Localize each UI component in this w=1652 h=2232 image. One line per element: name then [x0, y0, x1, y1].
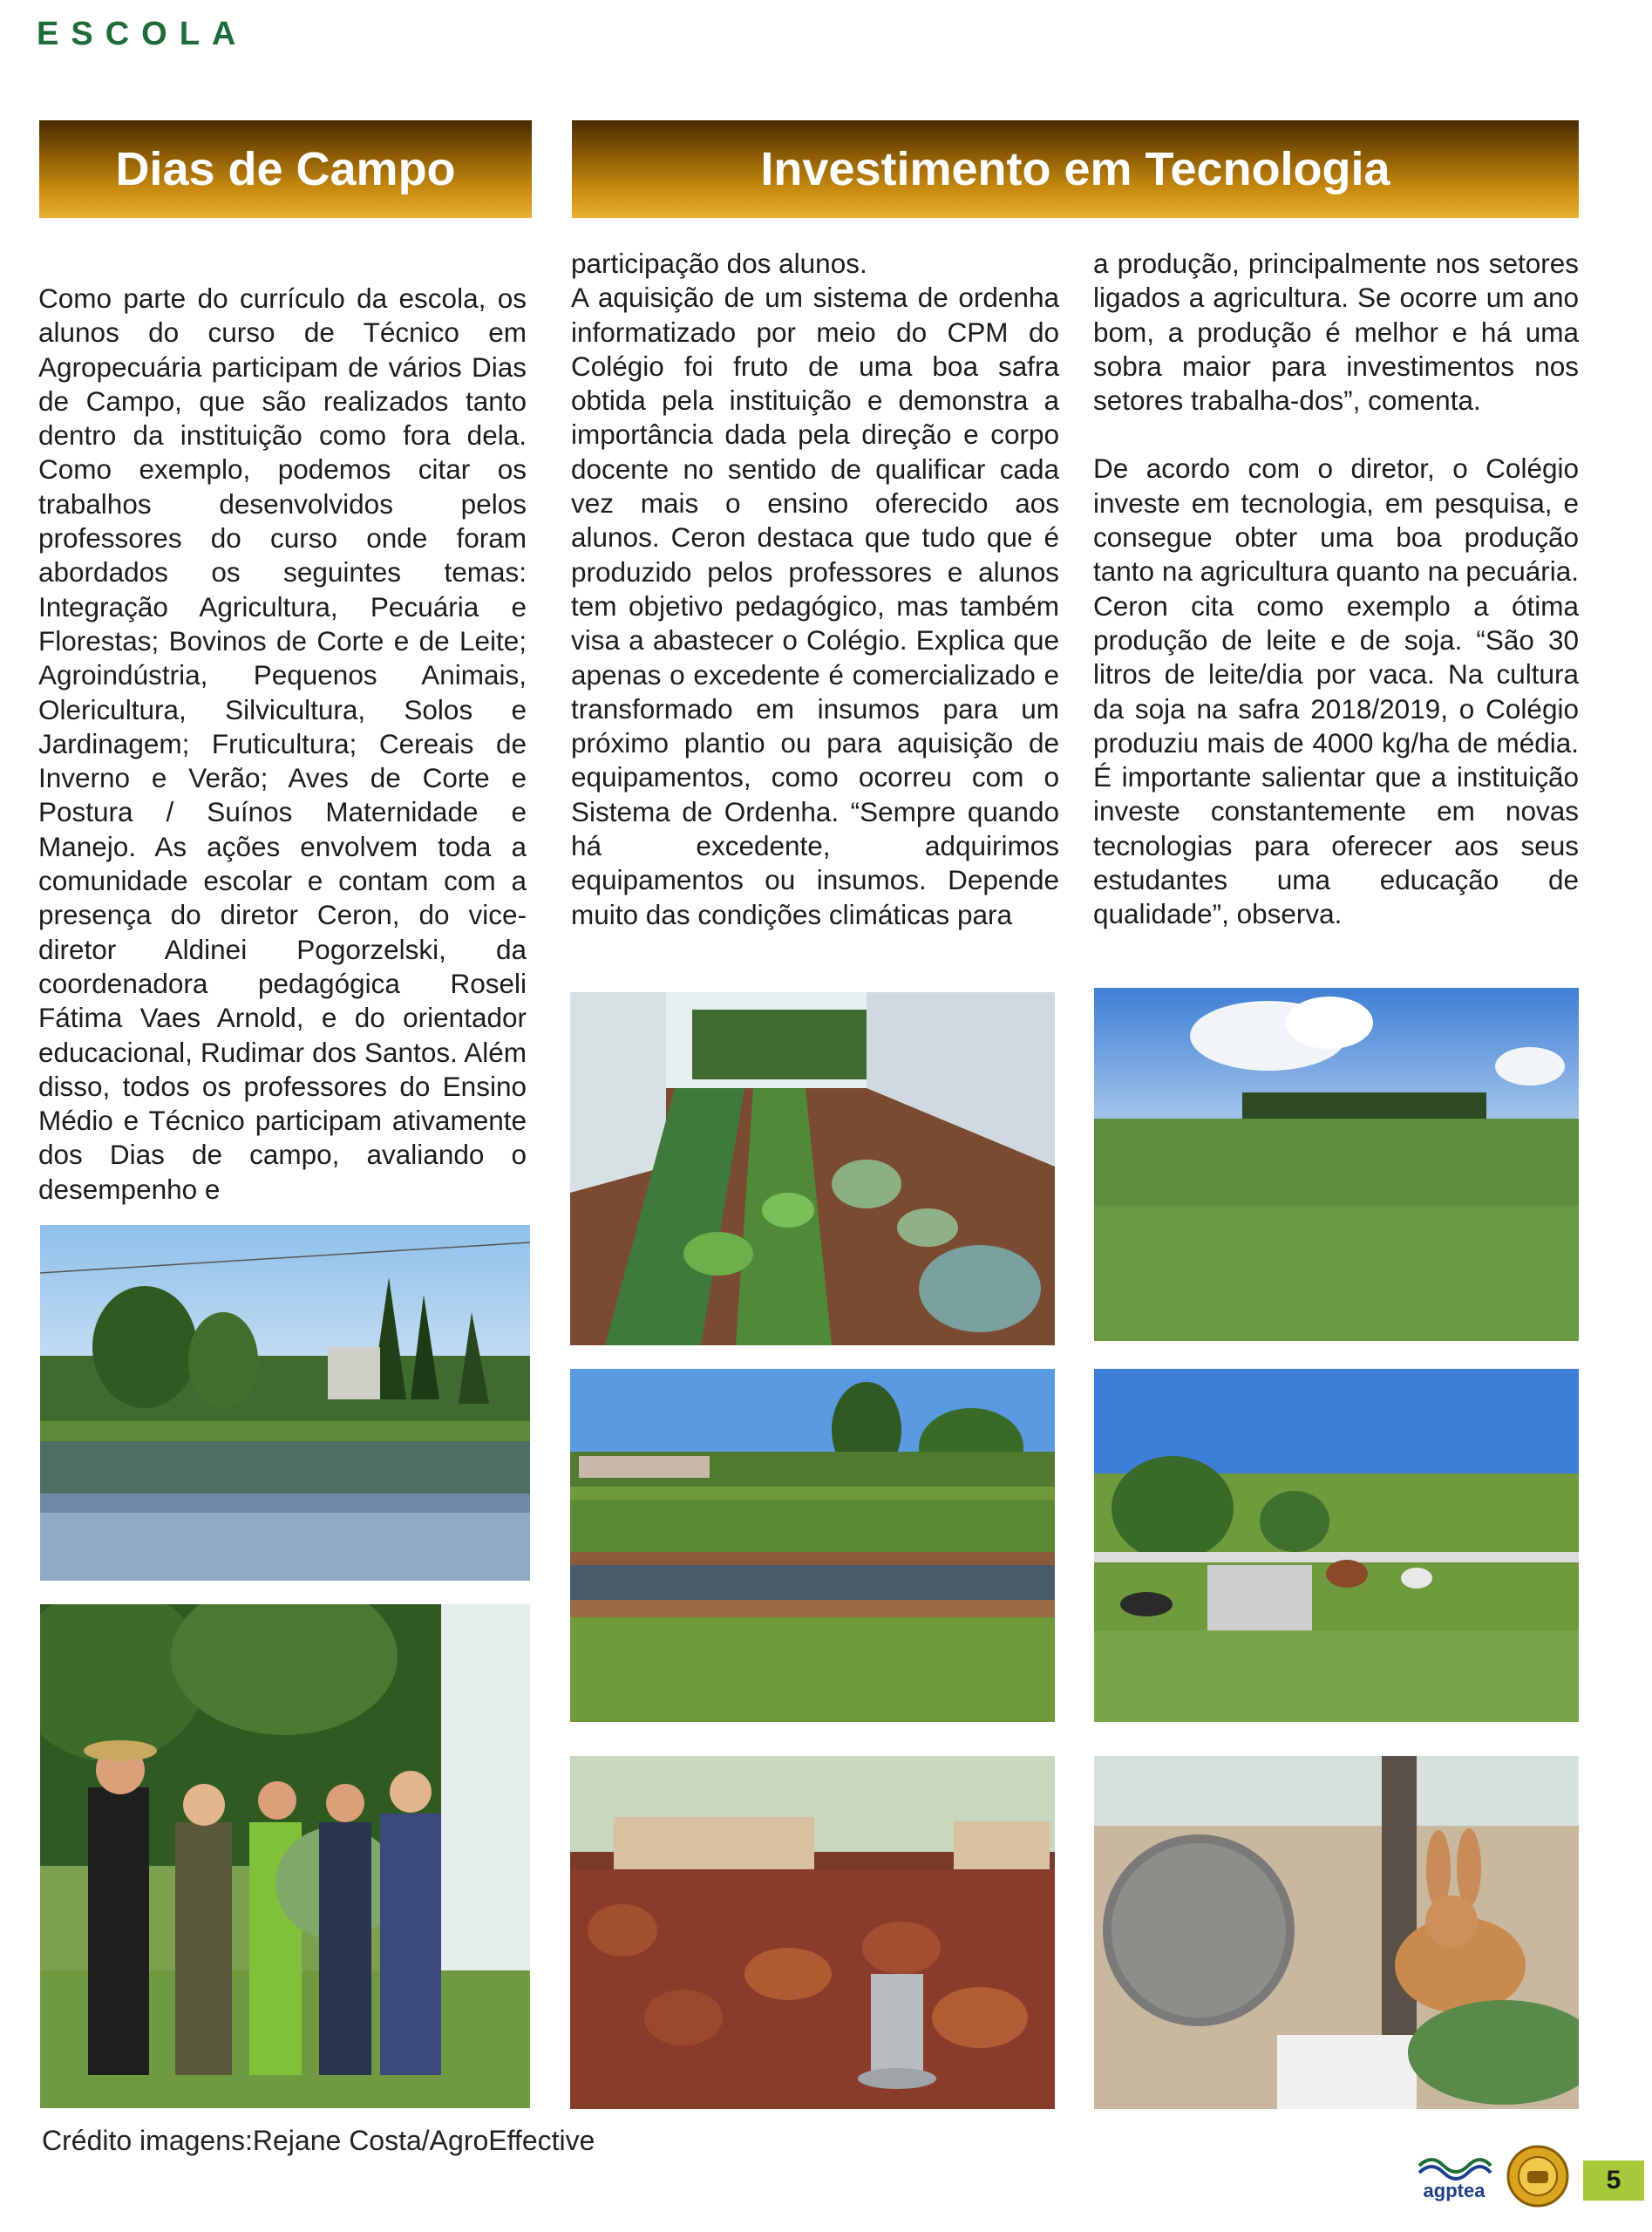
photo-vegetable-field	[570, 1369, 1055, 1722]
banner-dias-de-campo: Dias de Campo	[39, 120, 532, 218]
photo-chickens	[570, 1756, 1055, 2109]
column-3-paragraph-1: a produção, principalmente nos setores ligados a agricultura. Se ocorre um ano bom, a produção é melhor e há uma sobra maior para investimentos nos setores trabalha-dos”, comenta.	[1093, 248, 1579, 417]
column-2-paragraph-2: A aquisição de um sistema de ordenha informatizado por meio do CPM do Colégio foi fruto de uma boa safra obtida pela instituição e demonstra a importância dada pela direção e corpo docente no sentido de qualificar cada vez mais o ensino oferecido aos alunos. Ceron destaca que tudo que é produzido pelos professores e alunos tem objetivo pedagógico, mas também visa a abastecer o Colégio. Explica que apenas o excedente é comercializado e transformado em insumos para um próximo plantio ou para aquisição de equipamentos, como ocorreu com o Sistema de Ordenha. “Sempre quando há excedente, adquirimos equipamentos ou insumos. Depende muito das condições climáticas para	[571, 282, 1059, 930]
photo-pasture-cattle	[1094, 1369, 1579, 1722]
section-label: ESCOLA	[37, 16, 248, 52]
photo-greenhouse-vegetables	[570, 992, 1055, 1345]
agptea-logo-text: agptea	[1423, 2180, 1485, 2201]
column-1-paragraph: Como parte do currículo da escola, os alunos do curso de Técnico em Agropecuária participam de vários Dias de Campo, que são realizados tanto dentro da instituição como fora dela. Como exemplo, podemos citar os trabalhos desenvolvidos pelos professores do curso onde foram abordados os seguintes temas: Integração Agricultura, Pecuária e Florestas; Bovinos de Corte e de Leite; Agroindústria, Pequenos Animais, Olericultura, Silvicultura, Solos e Jardinagem; Fruticultura; Cereais de Inverno e Verão; Aves de Corte e Postura / Suínos Maternidade e Manejo. As ações envolvem toda a comunidade escolar e contam com a presença do diretor Ceron, do vice-diretor Aldinei Pogorzelski, da coordenadora pedagógica Roseli Fátima Vaes Arnold, e do orientador educacional, Rudimar dos Santos. Além disso, todos os professores do Ensino Médio e Técnico participam ativamente dos Dias de campo, avaliando o desempenho e	[38, 282, 527, 1205]
column-2-paragraph-1: participação dos alunos.	[571, 248, 867, 279]
anniversary-seal-icon	[1506, 2145, 1569, 2208]
agptea-logo	[1414, 2150, 1494, 2202]
photo-lake	[40, 1225, 530, 1581]
photo-rabbit	[1094, 1756, 1579, 2109]
photo-group-cabbage	[40, 1604, 530, 2108]
photo-wheat-field	[1094, 988, 1579, 1341]
article-column-2	[571, 247, 1059, 970]
image-credit: Crédito imagens:Rejane Costa/AgroEffective	[42, 2125, 595, 2156]
article-column-3	[1093, 247, 1579, 990]
page-number: 5	[1583, 2161, 1644, 2201]
column-3-paragraph-2: De acordo com o diretor, o Colégio investe em tecnologia, em pesquisa, e consegue obter uma boa produção tanto na agricultura quanto na pecuária. Ceron cita como exemplo a ótima produção de leite e de soja. “São 30 litros de leite/dia por vaca. Na cultura da soja na safra 2018/2019, o Colégio produziu mais de 4000 kg/ha de média. É importante salientar que a instituição investe constantemente em novas tecnologias para oferecer aos seus estudantes uma educação de qualidade”, observa.	[1093, 453, 1579, 930]
article-column-1	[38, 282, 527, 1215]
banner-investimento-tecnologia: Investimento em Tecnologia	[572, 120, 1579, 218]
